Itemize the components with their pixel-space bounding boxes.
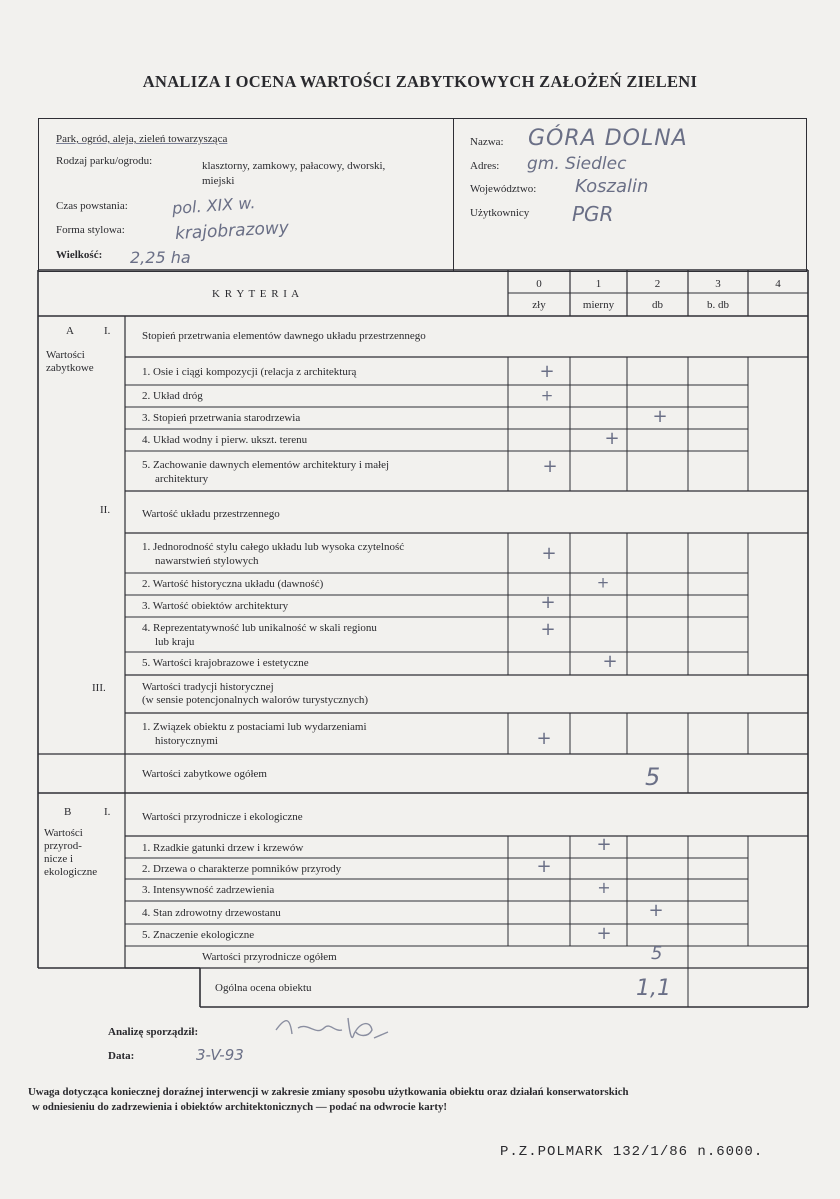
section-b-total-handwriting: 5 [651,943,663,964]
section-b-label-4: ekologiczne [44,866,98,878]
mark-a2-2: + [596,573,610,592]
mark-a1-4: + [604,428,620,449]
group2-item-1: 1. Jednorodność stylu całego układu lub wysoka czytelność [142,541,405,553]
mark-a1-2: + [540,386,554,405]
group2-roman: II. [100,504,111,516]
mark-a3-1: + [536,728,552,749]
section-b-total-label: Wartości przyrodnicze ogółem [202,951,337,963]
section-b-item-4: 4. Stan zdrowotny drzewostanu [142,907,281,919]
overall-handwriting: 1,1 [636,976,671,1001]
score-name-0: zły [532,299,546,311]
section-b-item-3: 3. Intensywność zadrzewienia [142,884,275,896]
score-name-3: b. db [707,299,729,311]
section-a-letter: A [66,325,74,337]
size-label: Wielkość: [56,249,103,261]
mark-a2-3: + [540,592,556,613]
group3-title-2: (w sensie potencjonalnych walorów turystycznych) [142,694,369,706]
score-3: 3 [715,278,721,290]
group1-item-2: 2. Układ dróg [142,390,203,402]
score-name-2: db [652,299,663,311]
group1-item-5-cont: architektury [155,473,209,485]
address-handwriting: gm. Siedlec [527,154,627,174]
score-name-1: mierny [582,299,615,311]
score-4: 4 [775,278,781,290]
address-label: Adres: [470,160,500,172]
mark-b-4: + [648,900,664,921]
kind-label: Rodzaj parku/ogrodu: [56,155,153,167]
group1-item-5: 5. Zachowanie dawnych elementów architektury i małej [142,459,390,471]
overall-label: Ogólna ocena obiektu [215,982,312,994]
voivodeship-handwriting: Koszalin [575,176,649,197]
kind-options-line1: klasztorny, zamkowy, pałacowy, dworski, [202,160,386,172]
group3-item-1: 1. Związek obiektu z postaciami lub wydarzeniami [142,721,367,733]
date-handwriting: 3-V-93 [196,1046,244,1064]
group2-item-4-cont: lub kraju [155,636,195,648]
style-handwriting: krajobrazowy [174,218,290,244]
warning-note-line1: Uwaga dotycząca koniecznej doraźnej interwencji w zakresie zmiany sposobu użytkowania obiektu oraz działań konserwatorskich [28,1086,629,1098]
group2-item-1-cont: nawarstwień stylowych [155,555,259,567]
group1-item-3: 3. Stopień przetrwania starodrzewia [142,412,301,424]
group3-item-1-cont: historycznymi [155,735,218,747]
mark-b-5: + [596,923,612,944]
mark-b-3: + [597,878,611,897]
name-handwriting: GÓRA DOLNA [528,126,688,151]
style-label: Forma stylowa: [56,224,125,236]
users-handwriting: PGR [572,202,614,226]
created-label: Czas powstania: [56,200,128,212]
group2-item-5: 5. Wartości krajobrazowe i estetyczne [142,657,309,669]
section-a-total-handwriting: 5 [645,763,661,791]
warning-note-line2: w odniesieniu do zadrzewienia i obiektów architektonicznych — podać na odwrocie karty! [32,1101,447,1113]
form-code: P.Z.POLMARK 132/1/86 n.6000. [500,1144,764,1160]
section-b-item-5: 5. Znaczenie ekologiczne [142,929,255,941]
group2-item-2: 2. Wartość historyczna układu (dawność) [142,578,324,590]
mark-a1-5: + [542,456,558,477]
group1-item-4: 4. Układ wodny i pierw. ukszt. terenu [142,434,308,446]
section-b-roman: I. [104,806,111,818]
group3-roman: III. [92,682,106,694]
voivodeship-label: Województwo: [470,183,537,195]
kind-options-line2: miejski [202,175,235,187]
mark-b-2: + [536,856,552,877]
group1-item-1: 1. Osie i ciągi kompozycji (relacja z architekturą [142,366,357,378]
section-b-letter: B [64,806,72,818]
group1-title: Stopień przetrwania elementów dawnego układu przestrzennego [142,330,426,342]
mark-a1-3: + [652,406,668,427]
section-b-title: Wartości przyrodnicze i ekologiczne [142,811,303,823]
mark-a1-1: + [539,361,555,382]
mark-b-1: + [596,834,612,855]
criteria-label: K R Y T E R I A [212,288,301,300]
group2-item-3: 3. Wartość obiektów architektury [142,600,289,612]
score-1: 1 [595,278,602,290]
section-b-item-2: 2. Drzewa o charakterze pomników przyrody [142,863,342,875]
date-label: Data: [108,1050,135,1062]
score-0: 0 [536,278,542,290]
mark-a2-1: + [541,543,557,564]
name-label: Nazwa: [470,136,504,148]
section-a-total-label: Wartości zabytkowe ogółem [142,768,267,780]
form-title: ANALIZA I OCENA WARTOŚCI ZABYTKOWYCH ZAŁOŻEŃ ZIELENI [142,72,698,91]
size-handwriting: 2,25 ha [130,248,191,267]
users-label: Użytkownicy [470,207,530,219]
section-b-item-1: 1. Rzadkie gatunki drzew i krzewów [142,842,304,854]
section-b-label-1: Wartości [44,827,83,839]
signature [268,1008,398,1048]
section-a-roman: I. [104,325,111,337]
section-b-label-2: przyrod- [44,840,82,852]
score-2: 2 [654,278,661,290]
created-handwriting: pol. XIX w. [171,193,256,218]
group2-title: Wartość układu przestrzennego [142,508,280,520]
analysis-label: Analizę sporządził: [108,1026,199,1038]
section-a-label-2: zabytkowe [46,362,94,374]
group3-title-1: Wartości tradycji historycznej [142,681,274,693]
group2-item-4: 4. Reprezentatywność lub unikalność w skali regionu [142,622,377,634]
warning-note [28,1085,812,1115]
type-label: Park, ogród, aleja, zieleń towarzysząca [56,133,228,145]
section-b-label-3: nicze i [44,853,74,865]
mark-a2-4: + [540,619,556,640]
section-a-label-1: Wartości [46,349,85,361]
mark-a2-5: + [602,651,618,672]
